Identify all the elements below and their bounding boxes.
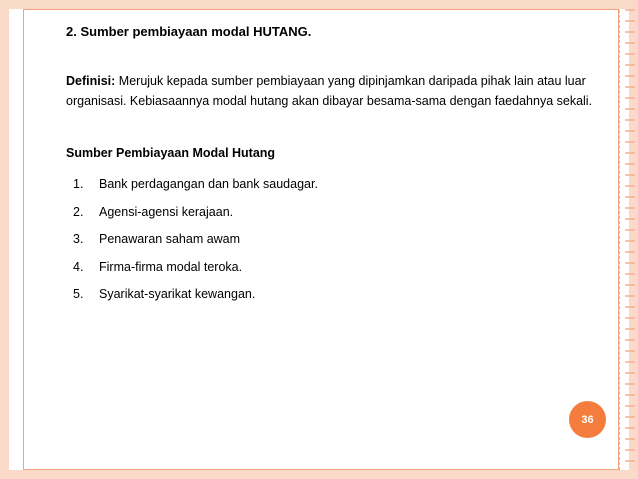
list-item-text: Syarikat-syarikat kewangan. [99,287,256,301]
list-item-number: 1. [73,177,84,191]
list-item [73,284,318,312]
list-item-text: Bank perdagangan dan bank saudagar. [99,177,318,191]
list-item-number: 3. [73,232,84,246]
list-item-text: Agensi-agensi kerajaan. [99,204,234,219]
financing-sources-list [73,174,318,312]
list-item [73,257,318,285]
page-number-badge: 36 [569,401,606,438]
decorative-side-marks [625,9,635,470]
slide-heading: 2. Sumber pembiayaan modal HUTANG. [66,24,312,39]
definition-paragraph [66,71,606,111]
list-item [73,202,318,230]
definition-label: Definisi: [66,74,116,88]
definition-text: Merujuk kepada sumber pembiayaan yang dipinjamkan daripada pihak lain atau luar organisasi. Kebiasaannya modal hutang akan dibayar besama-sama dengan faedahnya sekali. [66,74,593,108]
decorative-dashed-line [619,10,620,470]
section-subheading: Sumber Pembiayaan Modal Hutang [66,146,276,160]
list-item [73,174,318,202]
list-item [73,229,318,257]
list-item-text: Penawaran saham awam [99,232,241,246]
list-item-number: 4. [73,259,84,274]
list-item-number: 2. [73,204,84,219]
list-item-number: 5. [73,287,84,301]
list-item-text: Firma-firma modal teroka. [99,259,243,274]
